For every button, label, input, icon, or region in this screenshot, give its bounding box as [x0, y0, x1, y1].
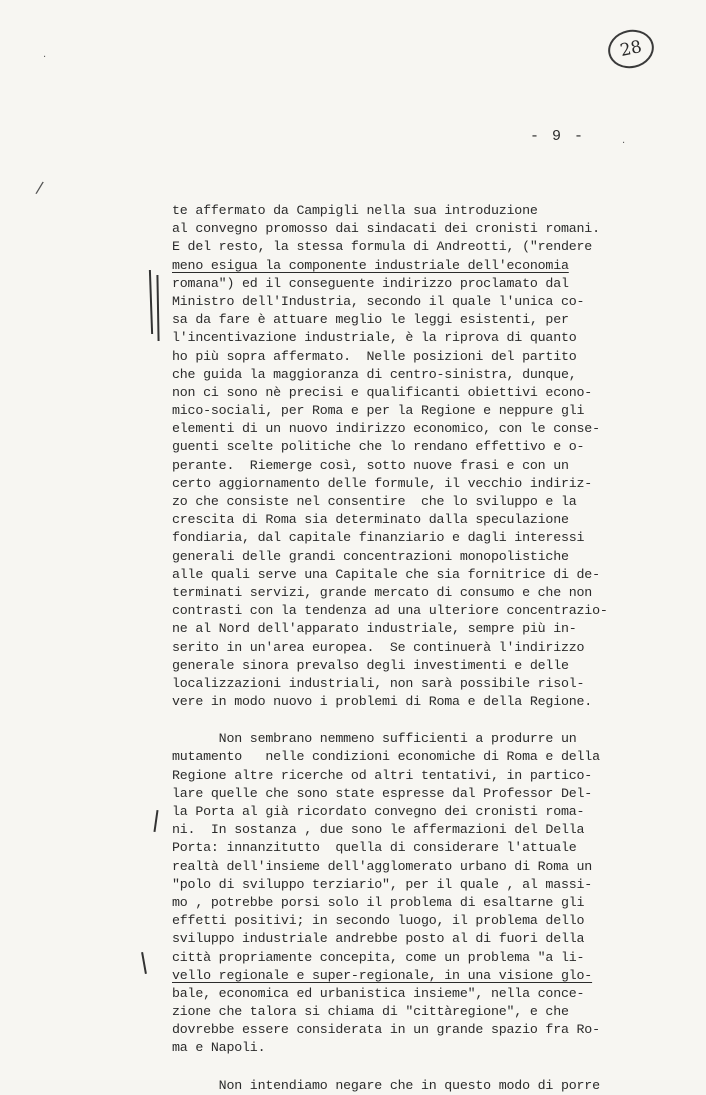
text-line-underlined: vello regionale e super-regionale, in una visione glo-: [172, 967, 593, 983]
text-line: zo che consiste nel consentire che lo sviluppo e la: [172, 494, 577, 509]
text-line: la Porta al già ricordato convegno dei cronisti roma-: [172, 804, 585, 819]
text-line: Regione altre ricerche od altri tentativi, in partico-: [172, 767, 593, 783]
page-number: - 9 -: [530, 128, 586, 145]
text-line: generale sinora prevalso degli investimenti e delle: [172, 657, 569, 673]
stamp-number: 28: [618, 36, 644, 62]
text-line: fondiaria, dal capitale finanziario e dagli interessi: [172, 530, 585, 546]
text-line: perante. Riemerge così, sotto nuove frasi e con un: [172, 457, 569, 473]
text-line: Non intendiamo negare che in questo modo di porre: [172, 1077, 600, 1093]
text-line: Non sembrano nemmeno sufficienti a produrre un: [172, 731, 577, 747]
page-stamp: [605, 26, 658, 73]
stray-mark: /: [34, 177, 45, 198]
text-line: ma e Napoli.: [172, 1040, 266, 1056]
text-line: serito in un'area europea. Se continuerà l'indirizzo: [172, 639, 585, 655]
text-line: vere in modo nuovo i problemi di Roma e della Regione.: [172, 694, 593, 710]
stray-dot: ·: [622, 138, 626, 149]
text-line: guenti scelte politiche che lo rendano effettivo e o-: [172, 439, 585, 455]
stray-dot: ·: [43, 52, 47, 63]
text-line: mutamento nelle condizioni economiche di Roma e della: [172, 749, 600, 765]
text-line: effetti positivi; in secondo luogo, il problema dello: [172, 913, 585, 929]
text-line: Porta: innanzitutto quella di considerare l'attuale: [172, 840, 577, 856]
text-line: mico-sociali, per Roma e per la Regione e neppure gli: [172, 403, 585, 419]
body-text: [172, 202, 652, 1095]
text-line: dovrebbe essere considerata in un grande spazio fra Ro-: [172, 1022, 600, 1038]
text-line: ho più sopra affermato. Nelle posizioni del partito: [172, 348, 577, 364]
text-line: sa da fare è attuare meglio le leggi esistenti, per: [172, 312, 569, 328]
text-line: romana") ed il conseguente indirizzo proclamato dal: [172, 275, 569, 291]
text-line: certo aggiornamento delle formule, il vecchio indiriz-: [172, 475, 593, 491]
margin-bracket-mark: [149, 270, 153, 334]
text-line: terminati servizi, grande mercato di consumo e che non: [172, 584, 593, 600]
text-line-underlined: meno esigua la componente industriale dell'economia: [172, 257, 569, 273]
margin-bracket-mark: [156, 275, 159, 341]
text-line: che guida la maggioranza di centro-sinistra, dunque,: [172, 366, 577, 382]
text-line: contrasti con la tendenza ad una ulteriore concentrazio-: [172, 603, 608, 619]
paragraph-1: [172, 202, 652, 711]
text-line: città propriamente concepita, come un problema "a li-: [172, 949, 585, 965]
text-line: realtà dell'insieme dell'agglomerato urbano di Roma un: [172, 858, 593, 874]
text-line: te affermato da Campigli nella sua introduzione: [172, 203, 538, 218]
text-line: alle quali serve una Capitale che sia fornitrice di de-: [172, 566, 600, 582]
text-line: l'incentivazione industriale, è la riprova di quanto: [172, 330, 577, 346]
margin-bracket-mark: [141, 952, 147, 974]
text-line: lare quelle che sono state espresse dal Professor Del-: [172, 785, 593, 801]
text-line: non ci sono nè precisi e qualificanti obiettivi econo-: [172, 384, 593, 400]
text-line: sviluppo industriale andrebbe posto al di fuori della: [172, 931, 585, 947]
text-line: "polo di sviluppo terziario", per il quale , al massi-: [172, 876, 593, 892]
paragraph-2: [172, 730, 652, 1057]
paragraph-3: [172, 1077, 652, 1095]
text-line: E del resto, la stessa formula di Andreotti, ("rendere: [172, 239, 593, 255]
text-line: localizzazioni industriali, non sarà possibile risol-: [172, 675, 585, 691]
text-line: mo , potrebbe porsi solo il problema di esaltarne gli: [172, 894, 585, 910]
text-line: ne al Nord dell'apparato industriale, sempre più in-: [172, 621, 577, 637]
text-line: crescita di Roma sia determinato dalla speculazione: [172, 512, 569, 528]
text-line: ni. In sostanza , due sono le affermazioni del Della: [172, 822, 585, 838]
margin-bracket-mark: [153, 810, 158, 832]
text-line: Ministro dell'Industria, secondo il quale l'unica co-: [172, 293, 585, 309]
text-line: al convegno promosso dai sindacati dei cronisti romani.: [172, 221, 600, 237]
text-line: bale, economica ed urbanistica insieme", nella conce-: [172, 985, 585, 1001]
text-line: generali delle grandi concentrazioni monopolistiche: [172, 548, 569, 564]
text-line: elementi di un nuovo indirizzo economico, con le conse-: [172, 421, 600, 437]
text-line: zione che talora si chiama di "cittàregione", e che: [172, 1004, 569, 1020]
